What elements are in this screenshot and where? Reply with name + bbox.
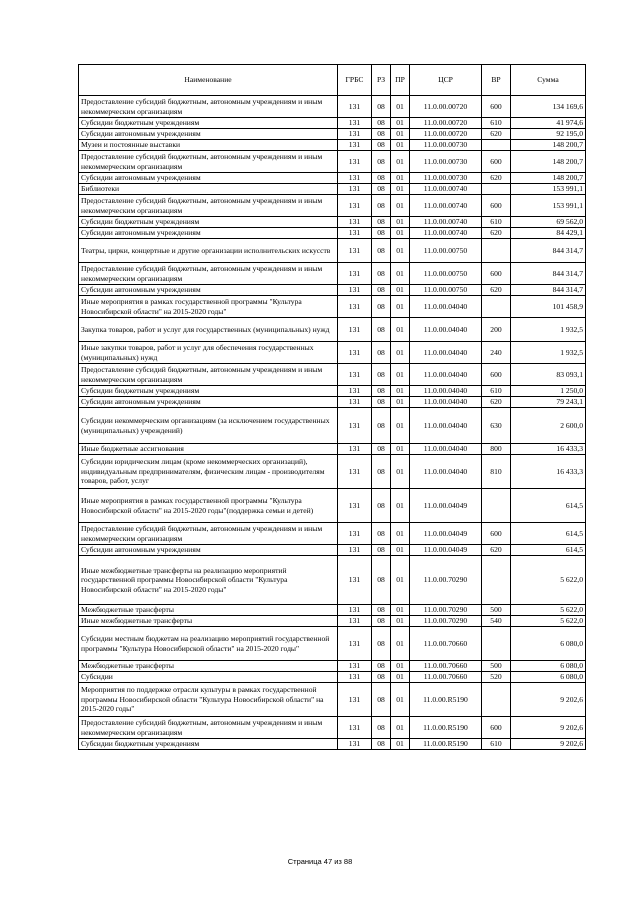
cell-rz: 08: [372, 151, 391, 173]
table-row: [79, 342, 586, 364]
cell-name: Иные мероприятия в рамках государственной программы "Культура Новосибирской области" на 2015-2020 годы"(поддержка семьи и детей): [79, 489, 338, 523]
cell-csr: 11.0.00.04040: [410, 408, 482, 444]
cell-grbs: 131: [338, 717, 372, 739]
cell-rz: 08: [372, 397, 391, 408]
cell-rz: 08: [372, 616, 391, 627]
table-row: [79, 545, 586, 556]
cell-csr: 11.0.00.00720: [410, 96, 482, 118]
cell-csr: 11.0.00.04049: [410, 545, 482, 556]
cell-sum: 614,5: [511, 523, 586, 545]
cell-sum: 844 314,7: [511, 285, 586, 296]
cell-name: Субсидии автономным учреждениям: [79, 129, 338, 140]
budget-table: [78, 64, 586, 750]
cell-sum: 148 200,7: [511, 140, 586, 151]
table-row: [79, 195, 586, 217]
cell-grbs: 131: [338, 318, 372, 342]
cell-vr: 540: [482, 616, 511, 627]
cell-pr: 01: [391, 672, 410, 683]
cell-rz: 08: [372, 217, 391, 228]
cell-grbs: 131: [338, 739, 372, 750]
cell-pr: 01: [391, 173, 410, 184]
table-body: [79, 96, 586, 750]
cell-grbs: 131: [338, 556, 372, 605]
table-row: [79, 129, 586, 140]
cell-sum: 844 314,7: [511, 239, 586, 263]
cell-rz: 08: [372, 672, 391, 683]
cell-vr: 620: [482, 173, 511, 184]
cell-pr: 01: [391, 605, 410, 616]
cell-sum: 614,5: [511, 545, 586, 556]
cell-vr: [482, 184, 511, 195]
table-row: [79, 397, 586, 408]
cell-pr: 01: [391, 616, 410, 627]
cell-pr: 01: [391, 239, 410, 263]
cell-csr: 11.0.00.00740: [410, 184, 482, 195]
cell-pr: 01: [391, 318, 410, 342]
cell-grbs: 131: [338, 364, 372, 386]
cell-name: Субсидии бюджетным учреждениям: [79, 217, 338, 228]
cell-rz: 08: [372, 285, 391, 296]
cell-vr: 600: [482, 151, 511, 173]
cell-vr: 630: [482, 408, 511, 444]
table-row: [79, 455, 586, 489]
cell-grbs: 131: [338, 616, 372, 627]
cell-grbs: 131: [338, 545, 372, 556]
cell-sum: 79 243,1: [511, 397, 586, 408]
cell-pr: 01: [391, 96, 410, 118]
table-row: [79, 386, 586, 397]
cell-rz: 08: [372, 184, 391, 195]
table-row: [79, 605, 586, 616]
cell-sum: 83 093,1: [511, 364, 586, 386]
cell-vr: 600: [482, 195, 511, 217]
cell-rz: 08: [372, 523, 391, 545]
cell-csr: 11.0.00.00750: [410, 285, 482, 296]
cell-vr: 500: [482, 661, 511, 672]
cell-sum: 69 562,0: [511, 217, 586, 228]
table-row: [79, 717, 586, 739]
cell-sum: 1 250,0: [511, 386, 586, 397]
cell-grbs: 131: [338, 683, 372, 717]
table-row: [79, 96, 586, 118]
cell-grbs: 131: [338, 489, 372, 523]
cell-sum: 41 974,6: [511, 118, 586, 129]
cell-rz: 08: [372, 263, 391, 285]
cell-vr: 240: [482, 342, 511, 364]
cell-name: Закупка товаров, работ и услуг для государственных (муниципальных) нужд: [79, 318, 338, 342]
cell-grbs: 131: [338, 173, 372, 184]
cell-pr: 01: [391, 661, 410, 672]
cell-rz: 08: [372, 364, 391, 386]
cell-pr: 01: [391, 683, 410, 717]
cell-grbs: 131: [338, 397, 372, 408]
cell-name: Межбюджетные трансферты: [79, 605, 338, 616]
cell-rz: 08: [372, 129, 391, 140]
cell-vr: 610: [482, 118, 511, 129]
cell-csr: 11.0.00.04049: [410, 489, 482, 523]
cell-sum: 16 433,3: [511, 444, 586, 455]
table-row: [79, 228, 586, 239]
cell-pr: 01: [391, 386, 410, 397]
cell-rz: 08: [372, 545, 391, 556]
cell-sum: 6 080,0: [511, 672, 586, 683]
cell-csr: 11.0.00.04040: [410, 397, 482, 408]
cell-vr: [482, 296, 511, 318]
table-row: [79, 739, 586, 750]
cell-sum: 84 429,1: [511, 228, 586, 239]
cell-sum: 92 195,0: [511, 129, 586, 140]
cell-vr: 520: [482, 672, 511, 683]
cell-pr: 01: [391, 397, 410, 408]
cell-pr: 01: [391, 217, 410, 228]
cell-pr: 01: [391, 556, 410, 605]
cell-vr: 810: [482, 455, 511, 489]
cell-csr: 11.0.00.00740: [410, 195, 482, 217]
cell-sum: 9 202,6: [511, 683, 586, 717]
table-row: [79, 627, 586, 661]
cell-rz: 08: [372, 386, 391, 397]
table-row: [79, 683, 586, 717]
cell-grbs: 131: [338, 285, 372, 296]
cell-name: Субсидии юридическим лицам (кроме некоммерческих организаций), индивидуальным предпринимателям, физическим лицам - производителям товаров, работ, услуг: [79, 455, 338, 489]
cell-pr: 01: [391, 455, 410, 489]
cell-vr: 500: [482, 605, 511, 616]
table-row: [79, 444, 586, 455]
header-grbs: ГРБС: [338, 65, 372, 96]
cell-pr: 01: [391, 364, 410, 386]
cell-name: Субсидии некоммерческим организациям (за исключением государственных (муниципальных) учреждений): [79, 408, 338, 444]
cell-csr: 11.0.00.00750: [410, 263, 482, 285]
cell-sum: 6 080,0: [511, 661, 586, 672]
cell-grbs: 131: [338, 296, 372, 318]
cell-grbs: 131: [338, 605, 372, 616]
cell-sum: 6 080,0: [511, 627, 586, 661]
cell-pr: 01: [391, 263, 410, 285]
cell-pr: 01: [391, 184, 410, 195]
cell-sum: 153 991,1: [511, 184, 586, 195]
cell-name: Субсидии автономным учреждениям: [79, 228, 338, 239]
cell-pr: 01: [391, 627, 410, 661]
cell-pr: 01: [391, 118, 410, 129]
cell-csr: 11.0.00.00740: [410, 217, 482, 228]
cell-rz: 08: [372, 96, 391, 118]
cell-csr: 11.0.00.70290: [410, 616, 482, 627]
cell-grbs: 131: [338, 129, 372, 140]
cell-sum: 2 600,0: [511, 408, 586, 444]
cell-grbs: 131: [338, 342, 372, 364]
cell-vr: 600: [482, 717, 511, 739]
cell-sum: 9 202,6: [511, 739, 586, 750]
cell-vr: 600: [482, 364, 511, 386]
cell-vr: 800: [482, 444, 511, 455]
cell-name: Субсидии бюджетным учреждениям: [79, 386, 338, 397]
cell-csr: 11.0.00.R5190: [410, 683, 482, 717]
cell-name: Предоставление субсидий бюджетным, автономным учреждениям и иным некоммерческим организациям: [79, 364, 338, 386]
cell-sum: 614,5: [511, 489, 586, 523]
cell-csr: 11.0.00.00730: [410, 140, 482, 151]
cell-name: Субсидии бюджетным учреждениям: [79, 739, 338, 750]
header-sum: Сумма: [511, 65, 586, 96]
cell-sum: 16 433,3: [511, 455, 586, 489]
cell-csr: 11.0.00.00730: [410, 173, 482, 184]
cell-csr: 11.0.00.70290: [410, 556, 482, 605]
cell-name: Субсидии автономным учреждениям: [79, 397, 338, 408]
table-row: [79, 523, 586, 545]
table-header-row: [79, 65, 586, 96]
cell-name: Предоставление субсидий бюджетным, автономным учреждениям и иным некоммерческим организациям: [79, 96, 338, 118]
cell-grbs: 131: [338, 408, 372, 444]
table-row: [79, 364, 586, 386]
cell-name: Иные межбюджетные трансферты: [79, 616, 338, 627]
table-row: [79, 661, 586, 672]
cell-vr: 600: [482, 263, 511, 285]
cell-csr: 11.0.00.70660: [410, 661, 482, 672]
cell-pr: 01: [391, 151, 410, 173]
cell-vr: [482, 239, 511, 263]
table-row: [79, 263, 586, 285]
table-row: [79, 184, 586, 195]
cell-csr: 11.0.00.04040: [410, 318, 482, 342]
cell-grbs: 131: [338, 523, 372, 545]
cell-name: Иные межбюджетные трансферты на реализацию мероприятий государственной программы Новосибирской области "Культура Новосибирской области" на 2015-2020 годы": [79, 556, 338, 605]
table-row: [79, 173, 586, 184]
cell-sum: 5 622,0: [511, 616, 586, 627]
cell-sum: 1 932,5: [511, 342, 586, 364]
cell-sum: 9 202,6: [511, 717, 586, 739]
cell-vr: [482, 627, 511, 661]
header-vr: ВР: [482, 65, 511, 96]
cell-csr: 11.0.00.00730: [410, 151, 482, 173]
cell-csr: 11.0.00.04040: [410, 386, 482, 397]
cell-vr: [482, 489, 511, 523]
cell-pr: 01: [391, 195, 410, 217]
cell-grbs: 131: [338, 217, 372, 228]
table-row: [79, 151, 586, 173]
header-rz: РЗ: [372, 65, 391, 96]
cell-csr: 11.0.00.00740: [410, 228, 482, 239]
cell-csr: 11.0.00.R5190: [410, 717, 482, 739]
cell-grbs: 131: [338, 118, 372, 129]
cell-vr: 620: [482, 545, 511, 556]
page-number: Страница 47 из 88: [287, 857, 353, 866]
header-pr: ПР: [391, 65, 410, 96]
cell-pr: 01: [391, 739, 410, 750]
cell-vr: 620: [482, 397, 511, 408]
table-row: [79, 296, 586, 318]
cell-sum: 844 314,7: [511, 263, 586, 285]
table-row: [79, 239, 586, 263]
cell-vr: [482, 556, 511, 605]
cell-name: Предоставление субсидий бюджетным, автономным учреждениям и иным некоммерческим организациям: [79, 717, 338, 739]
cell-rz: 08: [372, 239, 391, 263]
table-row: [79, 118, 586, 129]
cell-csr: 11.0.00.04040: [410, 296, 482, 318]
cell-csr: 11.0.00.04049: [410, 523, 482, 545]
cell-vr: [482, 140, 511, 151]
cell-grbs: 131: [338, 455, 372, 489]
table-row: [79, 318, 586, 342]
table-row: [79, 616, 586, 627]
cell-sum: 153 991,1: [511, 195, 586, 217]
cell-csr: 11.0.00.70660: [410, 627, 482, 661]
cell-rz: 08: [372, 683, 391, 717]
cell-csr: 11.0.00.00720: [410, 129, 482, 140]
cell-rz: 08: [372, 342, 391, 364]
cell-csr: 11.0.00.70290: [410, 605, 482, 616]
cell-pr: 01: [391, 444, 410, 455]
cell-rz: 08: [372, 118, 391, 129]
cell-name: Музеи и постоянные выставки: [79, 140, 338, 151]
cell-vr: 610: [482, 217, 511, 228]
table-row: [79, 556, 586, 605]
cell-sum: 5 622,0: [511, 605, 586, 616]
cell-name: Субсидии автономным учреждениям: [79, 545, 338, 556]
cell-rz: 08: [372, 556, 391, 605]
cell-sum: 148 200,7: [511, 173, 586, 184]
cell-name: Предоставление субсидий бюджетным, автономным учреждениям и иным некоммерческим организациям: [79, 263, 338, 285]
table-row: [79, 140, 586, 151]
cell-pr: 01: [391, 228, 410, 239]
cell-grbs: 131: [338, 386, 372, 397]
cell-rz: 08: [372, 140, 391, 151]
cell-csr: 11.0.00.R5190: [410, 739, 482, 750]
cell-rz: 08: [372, 173, 391, 184]
cell-grbs: 131: [338, 444, 372, 455]
cell-grbs: 131: [338, 140, 372, 151]
cell-grbs: 131: [338, 661, 372, 672]
cell-grbs: 131: [338, 263, 372, 285]
cell-name: Мероприятия по поддержке отрасли культуры в рамках государственной программы Новосибирской области "Культура Новосибирской области" на 2015-2020 годы": [79, 683, 338, 717]
cell-grbs: 131: [338, 239, 372, 263]
cell-pr: 01: [391, 523, 410, 545]
cell-rz: 08: [372, 605, 391, 616]
cell-name: Субсидии бюджетным учреждениям: [79, 118, 338, 129]
cell-grbs: 131: [338, 96, 372, 118]
cell-sum: 5 622,0: [511, 556, 586, 605]
cell-rz: 08: [372, 408, 391, 444]
cell-vr: 610: [482, 386, 511, 397]
cell-rz: 08: [372, 739, 391, 750]
cell-name: Театры, цирки, концертные и другие организации исполнительских искусств: [79, 239, 338, 263]
cell-csr: 11.0.00.70660: [410, 672, 482, 683]
cell-sum: 101 458,9: [511, 296, 586, 318]
table-row: [79, 217, 586, 228]
table-row: [79, 408, 586, 444]
cell-name: Субсидии автономным учреждениям: [79, 173, 338, 184]
cell-vr: [482, 683, 511, 717]
cell-rz: 08: [372, 455, 391, 489]
cell-csr: 11.0.00.04040: [410, 455, 482, 489]
cell-name: Субсидии автономным учреждениям: [79, 285, 338, 296]
cell-rz: 08: [372, 444, 391, 455]
table-row: [79, 489, 586, 523]
header-name: Наименование: [79, 65, 338, 96]
cell-pr: 01: [391, 717, 410, 739]
cell-sum: 148 200,7: [511, 151, 586, 173]
cell-vr: 200: [482, 318, 511, 342]
cell-pr: 01: [391, 545, 410, 556]
cell-csr: 11.0.00.04040: [410, 342, 482, 364]
cell-name: Субсидии: [79, 672, 338, 683]
cell-pr: 01: [391, 342, 410, 364]
table-row: [79, 672, 586, 683]
cell-name: Иные мероприятия в рамках государственной программы "Культура Новосибирской области" на 2015-2020 годы": [79, 296, 338, 318]
header-csr: ЦСР: [410, 65, 482, 96]
cell-rz: 08: [372, 717, 391, 739]
cell-name: Межбюджетные трансферты: [79, 661, 338, 672]
cell-pr: 01: [391, 140, 410, 151]
cell-vr: 620: [482, 285, 511, 296]
cell-rz: 08: [372, 661, 391, 672]
cell-grbs: 131: [338, 195, 372, 217]
cell-pr: 01: [391, 285, 410, 296]
cell-pr: 01: [391, 489, 410, 523]
cell-name: Иные бюджетные ассигнования: [79, 444, 338, 455]
cell-grbs: 131: [338, 184, 372, 195]
cell-csr: 11.0.00.04040: [410, 444, 482, 455]
cell-rz: 08: [372, 228, 391, 239]
cell-sum: 134 169,6: [511, 96, 586, 118]
cell-name: Иные закупки товаров, работ и услуг для обеспечения государственных (муниципальных) нужд: [79, 342, 338, 364]
cell-sum: 1 932,5: [511, 318, 586, 342]
cell-vr: 620: [482, 228, 511, 239]
cell-rz: 08: [372, 296, 391, 318]
cell-name: Предоставление субсидий бюджетным, автономным учреждениям и иным некоммерческим организациям: [79, 523, 338, 545]
cell-csr: 11.0.00.04040: [410, 364, 482, 386]
cell-vr: 610: [482, 739, 511, 750]
cell-pr: 01: [391, 296, 410, 318]
cell-grbs: 131: [338, 672, 372, 683]
cell-vr: 600: [482, 523, 511, 545]
cell-csr: 11.0.00.00750: [410, 239, 482, 263]
cell-rz: 08: [372, 489, 391, 523]
cell-grbs: 131: [338, 151, 372, 173]
cell-rz: 08: [372, 195, 391, 217]
cell-rz: 08: [372, 627, 391, 661]
cell-name: Предоставление субсидий бюджетным, автономным учреждениям и иным некоммерческим организациям: [79, 195, 338, 217]
cell-pr: 01: [391, 408, 410, 444]
cell-name: Предоставление субсидий бюджетным, автономным учреждениям и иным некоммерческим организациям: [79, 151, 338, 173]
cell-vr: 620: [482, 129, 511, 140]
cell-csr: 11.0.00.00720: [410, 118, 482, 129]
cell-grbs: 131: [338, 627, 372, 661]
cell-rz: 08: [372, 318, 391, 342]
cell-vr: 600: [482, 96, 511, 118]
table-row: [79, 285, 586, 296]
cell-grbs: 131: [338, 228, 372, 239]
cell-pr: 01: [391, 129, 410, 140]
cell-name: Библиотеки: [79, 184, 338, 195]
cell-name: Субсидии местным бюджетам на реализацию мероприятий государственной программы "Культура Новосибирской области" на 2015-2020 годы": [79, 627, 338, 661]
